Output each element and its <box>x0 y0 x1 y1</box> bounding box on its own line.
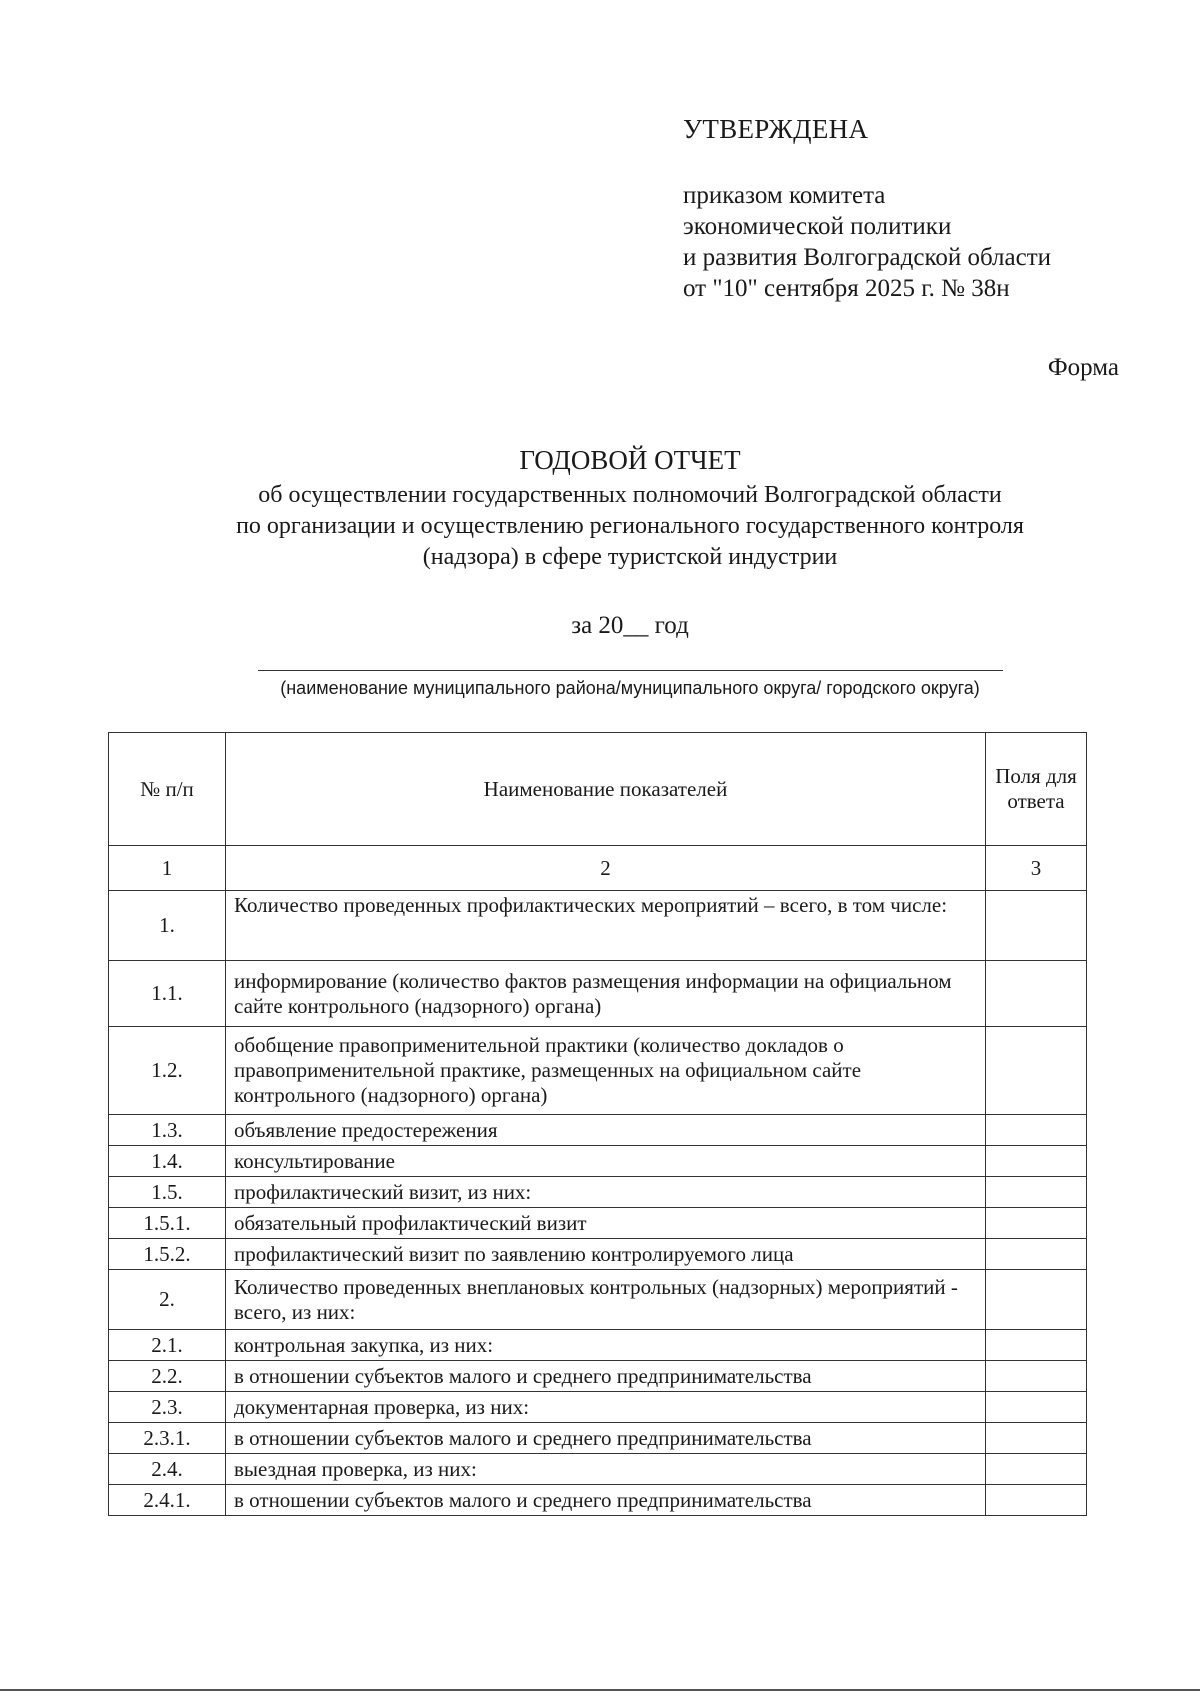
row-number: 1.5.2. <box>109 1239 226 1270</box>
row-number: 1.5.1. <box>109 1208 226 1239</box>
approval-line: приказом комитета <box>683 182 886 209</box>
row-indicator: документарная проверка, из них: <box>226 1392 986 1423</box>
column-number: 2 <box>226 846 986 891</box>
row-number: 1.4. <box>109 1146 226 1177</box>
table-row <box>109 1454 1087 1485</box>
row-indicator: в отношении субъектов малого и среднего предпринимательства <box>226 1361 986 1392</box>
header-num: № п/п <box>109 733 226 846</box>
column-number-row <box>109 846 1087 891</box>
report-period: за 20__ год <box>571 612 689 639</box>
row-number: 1.3. <box>109 1115 226 1146</box>
table-row <box>109 1208 1087 1239</box>
row-number: 2.1. <box>109 1330 226 1361</box>
table-header-row <box>109 733 1087 846</box>
answer-cell[interactable] <box>986 1115 1087 1146</box>
table-row <box>109 1239 1087 1270</box>
row-indicator: информирование (количество фактов размещения информации на официальном сайте контрольного (надзорного) органа) <box>226 961 986 1027</box>
row-number: 1.2. <box>109 1027 226 1115</box>
row-number: 2.3. <box>109 1392 226 1423</box>
answer-cell[interactable] <box>986 1423 1087 1454</box>
answer-cell[interactable] <box>986 1270 1087 1330</box>
row-number: 2.2. <box>109 1361 226 1392</box>
answer-cell[interactable] <box>986 1208 1087 1239</box>
report-subtitle-line: об осуществлении государственных полномочий Волгоградской области <box>258 482 1002 508</box>
row-number: 2.4. <box>109 1454 226 1485</box>
approval-block <box>683 112 1163 304</box>
report-subtitle-line: по организации и осуществлению регионального государственного контроля <box>236 513 1024 539</box>
approval-line: экономической политики <box>683 213 952 240</box>
table-row <box>109 1330 1087 1361</box>
answer-cell[interactable] <box>986 1485 1087 1516</box>
report-heading <box>100 443 1160 573</box>
report-subtitle-line: (надзора) в сфере туристской индустрии <box>422 544 838 570</box>
form-label: Форма <box>1047 354 1119 381</box>
table-row <box>109 1392 1087 1423</box>
approval-line: от "10" сентября 2025 г. № 38н <box>683 275 1010 302</box>
row-indicator: объявление предостережения <box>226 1115 986 1146</box>
row-indicator: профилактический визит, из них: <box>226 1177 986 1208</box>
table-row <box>109 1115 1087 1146</box>
answer-cell[interactable] <box>986 961 1087 1027</box>
row-number: 2.3.1. <box>109 1423 226 1454</box>
row-indicator: Количество проведенных профилактических мероприятий – всего, в том числе: <box>226 891 986 961</box>
table-row <box>109 1177 1087 1208</box>
row-indicator: контрольная закупка, из них: <box>226 1330 986 1361</box>
row-indicator: консультирование <box>226 1146 986 1177</box>
answer-cell[interactable] <box>986 1027 1087 1115</box>
table-row <box>109 1423 1087 1454</box>
header-indicator-name: Наименование показателей <box>226 733 986 846</box>
header-answer-field: Поля для ответа <box>986 733 1087 846</box>
answer-cell[interactable] <box>986 1177 1087 1208</box>
row-indicator: в отношении субъектов малого и среднего предпринимательства <box>226 1485 986 1516</box>
table-row <box>109 1146 1087 1177</box>
answer-cell[interactable] <box>986 1330 1087 1361</box>
row-indicator: обобщение правоприменительной практики (количество докладов о правоприменительной практике, размещенных на официальном сайте контрольного (надзорного) органа) <box>226 1027 986 1115</box>
answer-cell[interactable] <box>986 1361 1087 1392</box>
answer-cell[interactable] <box>986 1239 1087 1270</box>
answer-cell[interactable] <box>986 1146 1087 1177</box>
answer-cell[interactable] <box>986 1392 1087 1423</box>
row-number: 1.1. <box>109 961 226 1027</box>
report-title: ГОДОВОЙ ОТЧЕТ <box>519 445 741 475</box>
row-number: 1. <box>109 891 226 961</box>
table-row <box>109 1270 1087 1330</box>
row-indicator: выездная проверка, из них: <box>226 1454 986 1485</box>
row-number: 1.5. <box>109 1177 226 1208</box>
table-row <box>109 961 1087 1027</box>
table-row <box>109 1485 1087 1516</box>
approval-line: и развития Волгоградской области <box>683 244 1052 271</box>
row-indicator: обязательный профилактический визит <box>226 1208 986 1239</box>
answer-cell[interactable] <box>986 1454 1087 1485</box>
municipality-name-caption: (наименование муниципального района/муниципального округа/ городского округа) <box>280 678 980 698</box>
row-indicator: в отношении субъектов малого и среднего предпринимательства <box>226 1423 986 1454</box>
row-indicator: профилактический визит по заявлению контролируемого лица <box>226 1239 986 1270</box>
answer-cell[interactable] <box>986 891 1087 961</box>
indicators-table <box>108 732 1087 1516</box>
page-bottom-edge <box>0 1689 1200 1691</box>
column-number: 1 <box>109 846 226 891</box>
column-number: 3 <box>986 846 1087 891</box>
table-row <box>109 891 1087 961</box>
row-indicator: Количество проведенных внеплановых контрольных (надзорных) мероприятий - всего, из них: <box>226 1270 986 1330</box>
table-row <box>109 1361 1087 1392</box>
approval-title: УТВЕРЖДЕНА <box>683 114 869 144</box>
municipality-name-line <box>258 670 1003 671</box>
row-number: 2.4.1. <box>109 1485 226 1516</box>
table-row <box>109 1027 1087 1115</box>
row-number: 2. <box>109 1270 226 1330</box>
